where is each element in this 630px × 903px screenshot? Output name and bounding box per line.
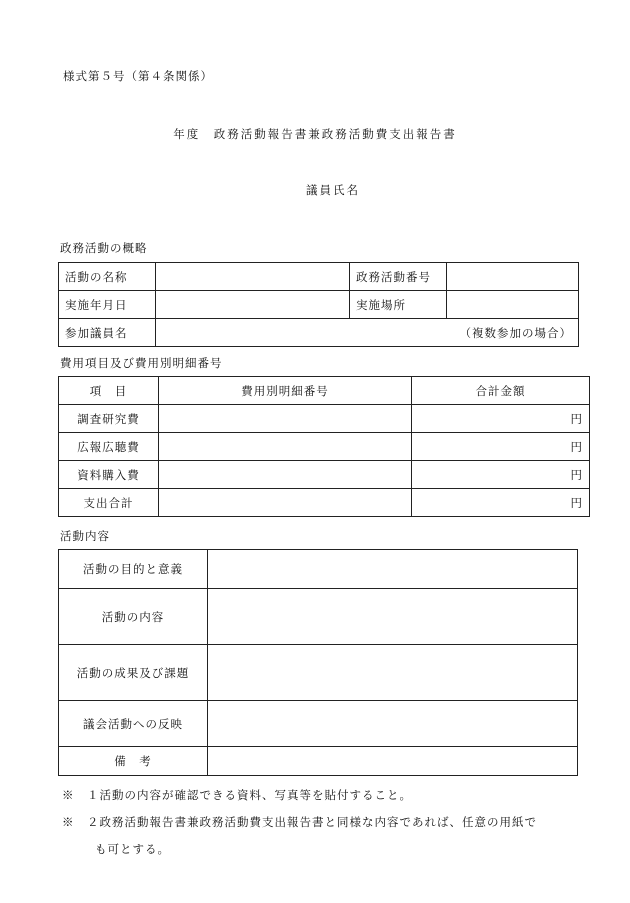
- amount-field[interactable]: 円: [412, 433, 590, 461]
- content-field[interactable]: [208, 589, 578, 645]
- expenses-table: [58, 376, 590, 517]
- expenses-section-title: 費用項目及び費用別明細番号: [60, 356, 223, 370]
- table-row: [59, 405, 590, 433]
- overview-row-date: [59, 291, 579, 319]
- table-row: [59, 433, 590, 461]
- header-total-amount: 合計金額: [412, 377, 590, 405]
- reflection-field[interactable]: [208, 701, 578, 747]
- overview-section-title: 政務活動の概略: [60, 241, 148, 255]
- table-row: [59, 645, 578, 701]
- reflection-label: 議会活動への反映: [59, 701, 208, 747]
- date-field[interactable]: [156, 291, 350, 319]
- place-field[interactable]: [447, 291, 579, 319]
- table-row: [59, 550, 578, 589]
- results-label: 活動の成果及び課題: [59, 645, 208, 701]
- participants-field[interactable]: （複数参加の場合）: [156, 319, 579, 347]
- content-section-title: 活動内容: [60, 529, 110, 543]
- participants-label: 参加議員名: [59, 319, 156, 347]
- purpose-label: 活動の目的と意義: [59, 550, 208, 589]
- amount-field[interactable]: 円: [412, 405, 590, 433]
- expense-item-label: 支出合計: [59, 489, 159, 517]
- detail-number-field[interactable]: [159, 489, 412, 517]
- place-label: 実施場所: [350, 291, 447, 319]
- activity-name-field[interactable]: [156, 263, 350, 291]
- activity-content-table: [58, 549, 578, 776]
- table-row: [59, 701, 578, 747]
- table-row: [59, 461, 590, 489]
- detail-number-field[interactable]: [159, 433, 412, 461]
- overview-row-activity: [59, 263, 579, 291]
- expense-item-label: 資料購入費: [59, 461, 159, 489]
- content-label: 活動の内容: [59, 589, 208, 645]
- note-2: ※ ２政務活動報告書兼政務活動費支出報告書と同様な内容であれば、任意の用紙で: [62, 815, 537, 829]
- remarks-field[interactable]: [208, 747, 578, 776]
- table-row: [59, 489, 590, 517]
- activity-name-label: 活動の名称: [59, 263, 156, 291]
- document-title: 年度 政務活動報告書兼政務活動費支出報告書: [173, 127, 457, 141]
- results-field[interactable]: [208, 645, 578, 701]
- amount-field[interactable]: 円: [412, 461, 590, 489]
- expense-item-label: 調査研究費: [59, 405, 159, 433]
- overview-table: [58, 262, 579, 347]
- form-number: 様式第５号（第４条関係）: [63, 69, 213, 83]
- table-row: [59, 589, 578, 645]
- remarks-label: 備 考: [59, 747, 208, 776]
- purpose-field[interactable]: [208, 550, 578, 589]
- expenses-header-row: [59, 377, 590, 405]
- header-item: 項 目: [59, 377, 159, 405]
- activity-number-label: 政務活動番号: [350, 263, 447, 291]
- note-2-continued: も可とする。: [95, 842, 170, 856]
- expense-item-label: 広報広聴費: [59, 433, 159, 461]
- detail-number-field[interactable]: [159, 461, 412, 489]
- overview-row-participants: [59, 319, 579, 347]
- header-detail-number: 費用別明細番号: [159, 377, 412, 405]
- note-1: ※ １活動の内容が確認できる資料、写真等を貼付すること。: [62, 788, 412, 802]
- detail-number-field[interactable]: [159, 405, 412, 433]
- amount-field[interactable]: 円: [412, 489, 590, 517]
- member-name-label: 議員氏名: [306, 183, 360, 197]
- table-row: [59, 747, 578, 776]
- date-label: 実施年月日: [59, 291, 156, 319]
- activity-number-field[interactable]: [447, 263, 579, 291]
